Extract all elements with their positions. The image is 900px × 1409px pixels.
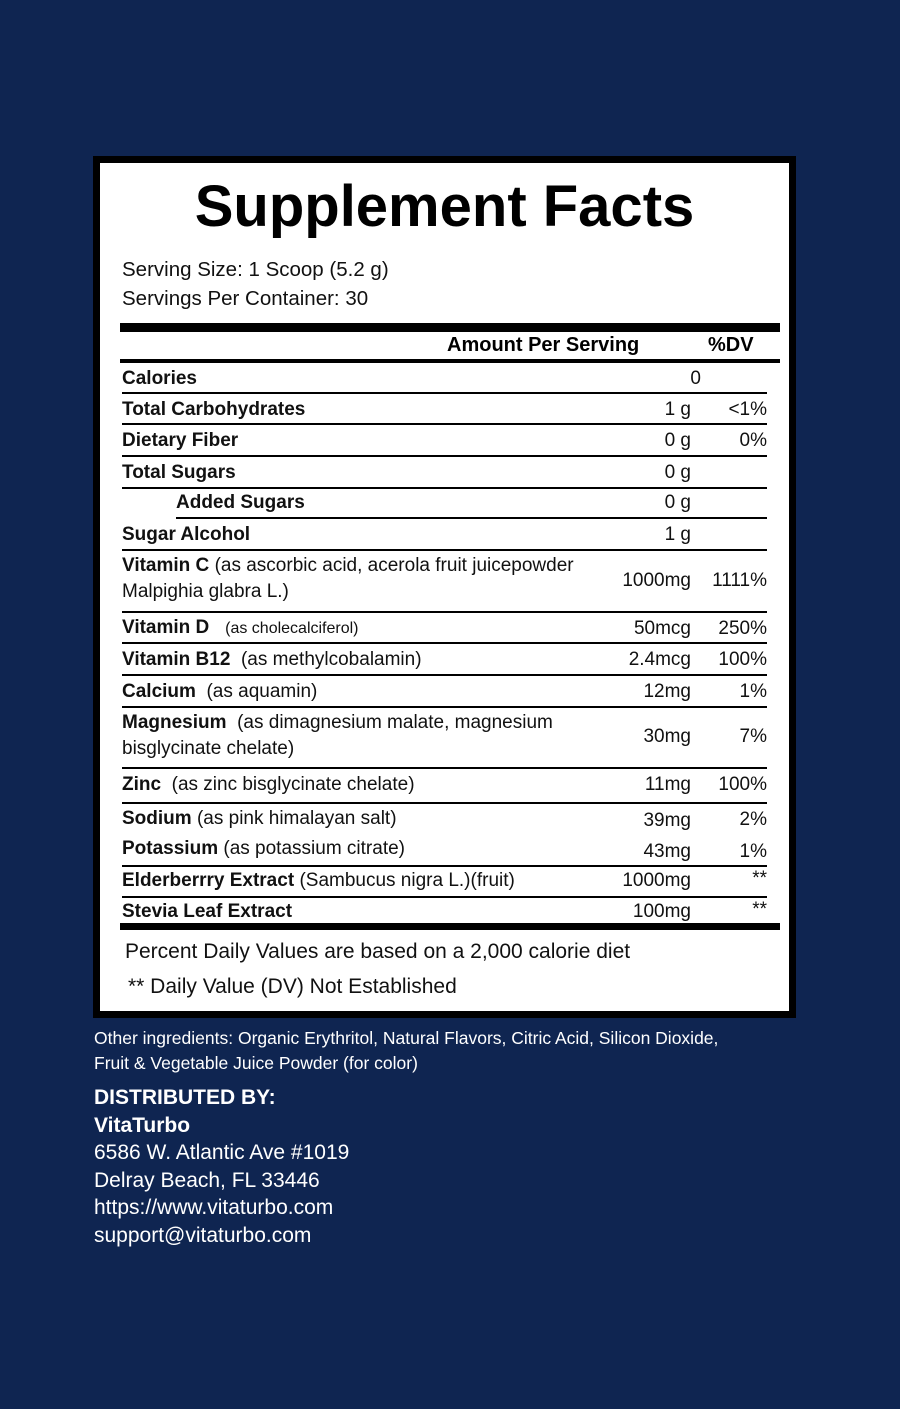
panel-title: Supplement Facts bbox=[194, 174, 695, 239]
row-description: (as potassium citrate) bbox=[223, 838, 405, 859]
row-dv: 100% bbox=[718, 774, 767, 795]
footnote-daily-values: Percent Daily Values are based on a 2,000 calorie diet bbox=[125, 940, 631, 963]
row-amount: 0 bbox=[690, 368, 701, 389]
row-amount: 0 g bbox=[664, 492, 691, 513]
distributor-address-line2: Delray Beach, FL 33446 bbox=[94, 1168, 320, 1192]
row-amount: 1 g bbox=[664, 524, 691, 545]
row-description: (as cholecalciferol) bbox=[225, 620, 359, 637]
distributor-company: VitaTurbo bbox=[94, 1113, 191, 1137]
row-amount: 0 g bbox=[664, 462, 691, 483]
table-row bbox=[176, 490, 767, 519]
row-name: Calories bbox=[122, 368, 197, 389]
row-amount: 39mg bbox=[643, 810, 691, 831]
row-description: (as zinc bisglycinate chelate) bbox=[171, 774, 415, 795]
row-amount: 1000mg bbox=[622, 870, 691, 891]
table-row bbox=[122, 614, 767, 644]
table-row bbox=[122, 677, 767, 708]
header-amount: Amount Per Serving bbox=[447, 334, 640, 356]
table-row bbox=[122, 364, 767, 394]
row-amount: 11mg bbox=[644, 774, 691, 795]
table-row bbox=[122, 805, 767, 835]
table-row bbox=[122, 868, 767, 898]
footnote-dv-not-established: ** Daily Value (DV) Not Established bbox=[128, 975, 457, 998]
row-description: (as dimagnesium malate, magnesium bbox=[237, 712, 553, 733]
row-dv: 250% bbox=[718, 618, 767, 639]
row-name: Elderberrry Extract bbox=[122, 870, 295, 891]
row-amount: 2.4mcg bbox=[628, 649, 691, 670]
row-name: Added Sugars bbox=[176, 492, 305, 513]
row-name: Total Carbohydrates bbox=[122, 399, 306, 420]
row-name: Calcium bbox=[122, 681, 196, 702]
row-amount: 43mg bbox=[643, 841, 691, 862]
row-amount: 100mg bbox=[632, 901, 691, 922]
supplement-facts-panel bbox=[93, 156, 796, 1018]
table-row bbox=[122, 645, 767, 676]
other-ingredients-line2: Fruit & Vegetable Juice Powder (for color) bbox=[94, 1053, 418, 1073]
row-name: Potassium bbox=[122, 838, 219, 859]
row-dv: 1% bbox=[739, 681, 767, 702]
table-row bbox=[122, 395, 767, 425]
distributor-website: https://www.vitaturbo.com bbox=[94, 1196, 334, 1219]
distributor-heading: DISTRIBUTED BY: bbox=[94, 1086, 276, 1109]
row-name: Stevia Leaf Extract bbox=[122, 901, 293, 922]
row-amount: 1 g bbox=[664, 399, 691, 420]
row-description: (as methylcobalamin) bbox=[240, 649, 422, 670]
row-description: (as pink himalayan salt) bbox=[196, 808, 397, 829]
row-name: Zinc bbox=[122, 774, 162, 795]
table-row bbox=[122, 835, 767, 867]
row-description-continued: bisglycinate chelate) bbox=[122, 738, 295, 759]
row-dv: 0% bbox=[739, 430, 767, 451]
distributor-block bbox=[94, 1084, 349, 1249]
row-name: Vitamin B12 bbox=[122, 649, 231, 670]
other-ingredients-line1: Other ingredients: Organic Erythritol, Natural Flavors, Citric Acid, Silicon Dioxide, bbox=[94, 1028, 719, 1048]
row-dv: ** bbox=[752, 868, 767, 889]
thick-rule-top bbox=[120, 323, 780, 332]
row-description: (Sambucus nigra L.)(fruit) bbox=[299, 870, 515, 891]
table-row bbox=[122, 709, 767, 769]
row-dv: 1111% bbox=[712, 570, 767, 591]
row-amount: 12mg bbox=[643, 681, 691, 702]
table-row bbox=[122, 458, 767, 489]
row-dv: ** bbox=[752, 899, 767, 920]
table-row bbox=[122, 552, 767, 613]
header-rule bbox=[120, 359, 780, 363]
row-dv: 7% bbox=[739, 726, 767, 747]
row-name: Magnesium bbox=[122, 712, 227, 733]
row-description-continued: Malpighia glabra L.) bbox=[122, 581, 289, 602]
thick-rule-bottom bbox=[120, 923, 780, 930]
row-name: Vitamin D bbox=[122, 617, 210, 638]
row-name: Dietary Fiber bbox=[122, 430, 239, 451]
table-row bbox=[122, 520, 767, 551]
row-dv: 2% bbox=[739, 809, 767, 830]
row-amount: 50mcg bbox=[633, 618, 691, 639]
row-dv: <1% bbox=[728, 399, 767, 420]
distributor-address-line1: 6586 W. Atlantic Ave #1019 bbox=[94, 1141, 350, 1164]
row-description: (as ascorbic acid, acerola fruit juicepowder bbox=[214, 555, 574, 576]
row-amount: 0 g bbox=[664, 430, 691, 451]
row-name: Sugar Alcohol bbox=[122, 524, 251, 545]
row-amount: 1000mg bbox=[622, 570, 691, 591]
row-name: Sodium bbox=[122, 808, 192, 829]
row-name: Total Sugars bbox=[122, 462, 236, 483]
distributor-email: support@vitaturbo.com bbox=[94, 1223, 312, 1247]
row-amount: 30mg bbox=[643, 726, 691, 747]
table-row bbox=[122, 426, 767, 457]
row-name: Vitamin C bbox=[122, 555, 210, 576]
header-dv: %DV bbox=[708, 334, 754, 356]
table-row bbox=[122, 770, 767, 804]
row-dv: 1% bbox=[739, 841, 767, 862]
table-row bbox=[122, 899, 767, 925]
row-dv: 100% bbox=[718, 649, 767, 670]
serving-size: Serving Size: 1 Scoop (5.2 g) bbox=[122, 258, 389, 281]
other-ingredients bbox=[94, 1026, 814, 1076]
row-description: (as aquamin) bbox=[206, 681, 318, 702]
servings-per-container: Servings Per Container: 30 bbox=[122, 287, 369, 310]
